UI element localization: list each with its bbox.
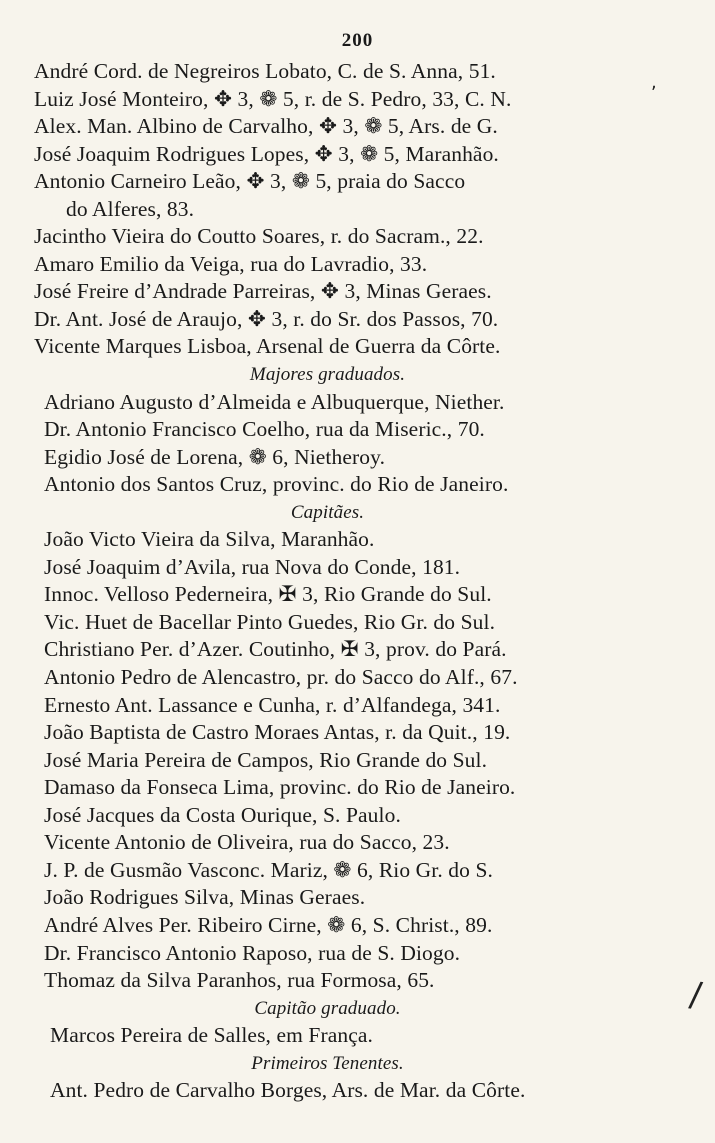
entry-line: André Cord. de Negreiros Lobato, C. de S. Anna, 51. [34,59,496,83]
section-heading: Majores graduados. [249,364,406,386]
entry-line: Vicente Antonio de Oliveira, rua do Sacco, 23. [44,830,450,855]
entry-line: Innoc. Velloso Pederneira, ✠ 3, Rio Grande do Sul. [44,582,492,607]
entry-line: Ernesto Ant. Lassance e Cunha, r. d’Alfandega, 341. [44,692,501,717]
section-heading: Primeiros Tenentes. [251,1052,404,1074]
entry-line: Ant. Pedro de Carvalho Borges, Ars. de Mar. da Côrte. [50,1078,526,1103]
entry-line: João Baptista de Castro Moraes Antas, r. da Quit., 19. [44,720,511,745]
text-body [0,58,715,1105]
entry-line: Luiz José Monteiro, ✥ 3, ❁ 5, r. de S. Pedro, 33, C. N. [34,86,512,111]
entry-line: Marcos Pereira de Salles, em França. [50,1023,373,1048]
entry-line: Antonio dos Santos Cruz, provinc. do Rio de Janeiro. [44,472,509,497]
section-heading: Capitão graduado. [254,997,401,1019]
entry-line: André Alves Per. Ribeiro Cirne, ❁ 6, S. Christ., 89. [44,912,493,937]
entry-line: João Rodrigues Silva, Minas Geraes. [44,885,366,910]
entry-line: Amaro Emilio da Veiga, rua do Lavradio, 33. [34,251,428,276]
entry-line: Alex. Man. Albino de Carvalho, ✥ 3, ❁ 5, Ars. de G. [34,114,498,139]
entry-line: José Jacques da Costa Ourique, S. Paulo. [44,802,401,827]
entry-line: José Joaquim d’Avila, rua Nova do Conde, 181. [44,554,461,579]
entry-line: J. P. de Gusmão Vasconc. Mariz, ❁ 6, Rio Gr. do S. [44,857,494,882]
entry-line: Thomaz da Silva Paranhos, rua Formosa, 65. [44,968,435,993]
margin-pen-mark: / [687,974,705,1016]
entry-line: João Victo Vieira da Silva, Maranhão. [44,527,375,552]
entry-line: do Alferes, 83. [66,196,195,221]
page-number: 200 [341,30,374,51]
entry-line: Dr. Ant. José de Araujo, ✥ 3, r. do Sr. dos Passos, 70. [34,306,499,331]
entry-line: Damaso da Fonseca Lima, provinc. do Rio de Janeiro. [44,775,516,800]
entry-line: Adriano Augusto d’Almeida e Albuquerque, Niether. [44,389,505,414]
entry-line: Vicente Marques Lisboa, Arsenal de Guerra da Côrte. [34,334,501,359]
entry-line: José Joaquim Rodrigues Lopes, ✥ 3, ❁ 5, Maranhão. [34,141,499,166]
entry-line: Jacintho Vieira do Coutto Soares, r. do Sacram., 22. [34,224,484,249]
entry-line: Vic. Huet de Bacellar Pinto Guedes, Rio Gr. do Sul. [44,609,496,634]
entry-line: Antonio Carneiro Leão, ✥ 3, ❁ 5, praia do Sacco [34,169,466,194]
margin-tick-mark: , [651,72,657,93]
entry-line: Christiano Per. d’Azer. Coutinho, ✠ 3, prov. do Pará. [44,637,507,662]
entry-line: José Freire d’Andrade Parreiras, ✥ 3, Minas Geraes. [34,279,492,304]
entry-line: Dr. Francisco Antonio Raposo, rua de S. Diogo. [44,940,461,965]
entry-line: Egidio José de Lorena, ❁ 6, Nietheroy. [44,444,386,469]
section-heading: Capitães. [290,501,365,523]
entry-line: José Maria Pereira de Campos, Rio Grande do Sul. [44,747,488,772]
entry-line: Antonio Pedro de Alencastro, pr. do Sacco do Alf., 67. [44,665,518,690]
entry-line: Dr. Antonio Francisco Coelho, rua da Miseric., 70. [44,417,485,442]
